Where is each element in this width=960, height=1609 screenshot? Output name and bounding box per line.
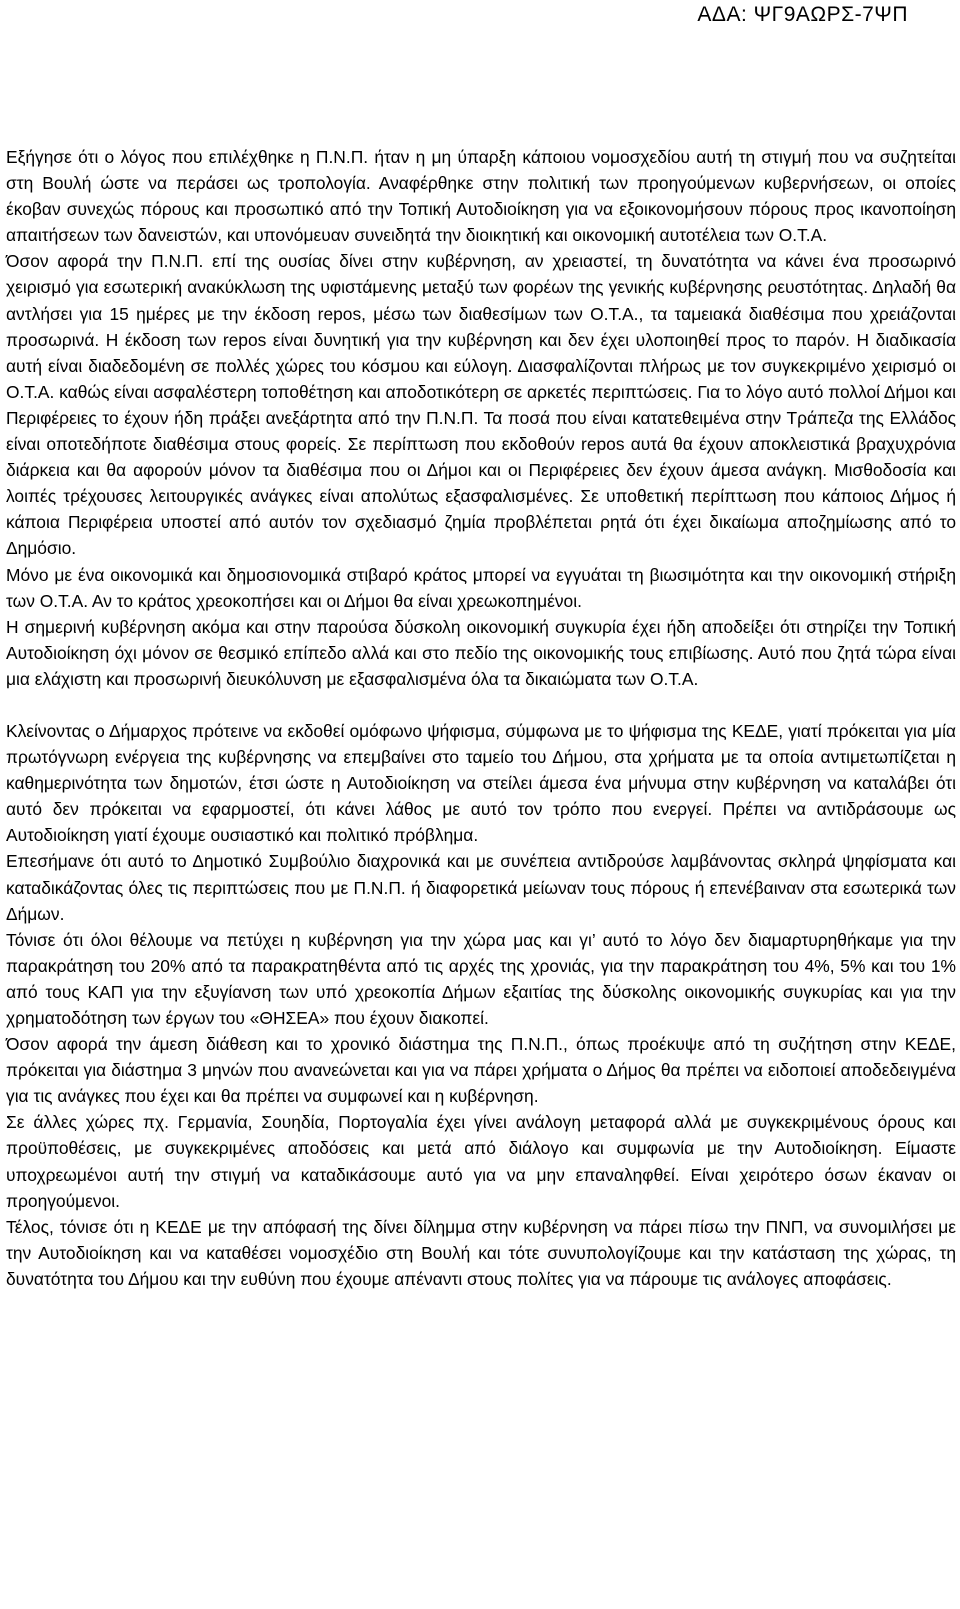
paragraph-4: Η σημερινή κυβέρνηση ακόμα και στην παρούσα δύσκολη οικονομική συγκυρία έχει ήδη αποδείξει ότι στηρίζει την Τοπική Αυτοδιοίκηση όχι μόνον σε θεσμικό επίπεδο αλλά και στο πεδίο της οικονομικής τους επιβίωσης. Αυτό που ζητά τώρα είναι μια ελάχιστη και προσωρινή διευκόλυνση με εξασφαλισμένα όλα τα δικαιώματα των Ο.Τ.Α. <box>6 616 956 689</box>
document-body <box>6 144 956 1292</box>
paragraph-2: Όσον αφορά την Π.Ν.Π. επί της ουσίας δίνει στην κυβέρνηση, αν χρειαστεί, τη δυνατότητα να κάνει ένα προσωρινό χειρισμό για εσωτερική ανακύκλωση της υφιστάμενης μεταξύ των φορέων της γενικής κυβέρνησης ρευστότητας. Δηλαδή θα αντλήσει για 15 ημέρες με την έκδοση repos, μέσω των διαθεσίμων των Ο.Τ.Α., τα ταμειακά διαθέσιμα που χρειάζονται προσωρινά. Η έκδοση των repos είναι δυνητική για την κυβέρνηση και δεν έχει υλοποιηθεί προς το παρόν. Η διαδικασία αυτή είναι διαδεδομένη σε πολλές χώρες του κόσμου και εύλογη. Διασφαλίζονται πλήρως με τον συγκεκριμένο χειρισμό οι Ο.Τ.Α. καθώς είναι ασφαλέστερη τοποθέτηση και αποδοτικότερη σε αρκετές περιπτώσεις. Για το λόγο αυτό πολλοί Δήμοι και Περιφέρειες το έχουν ήδη πράξει ανεξάρτητα από την Π.Ν.Π. Τα ποσά που είναι κατατεθειμένα στην Τράπεζα της Ελλάδος είναι οποτεδήποτε διαθέσιμα στους φορείς. Σε περίπτωση που εκδοθούν repos αυτά θα έχουν αποκλειστικά βραχυχρόνια διάρκεια και θα αφορούν μόνον τα διαθέσιμα που οι Δήμοι και οι Περιφέρειες δεν έχουν άμεσα ανάγκη. Μισθοδοσία και λοιπές τρέχουσες λειτουργικές ανάγκες είναι απολύτως εξασφαλισμένες. Σε υποθετική περίπτωση που κάποιος Δήμος ή κάποια Περιφέρεια υποστεί από αυτόν τον σχεδιασμό ζημία προβλέπεται ρητά ότι έχει δικαίωμα αποζημίωσης από το Δημόσιο. <box>6 251 956 559</box>
paragraph-10: Τέλος, τόνισε ότι η ΚΕΔΕ με την απόφασή της δίνει δίλημμα στην κυβέρνηση να πάρει πίσω την ΠΝΠ, να συνομιλήσει με την Αυτοδιοίκηση και να καταθέσει νομοσχέδιο στη Βουλή και τότε συνυπολογίζουμε και την κατάσταση της χώρας, τη δυνατότητα του Δήμου και την ευθύνη που έχουμε απέναντι στους πολίτες για να πάρουμε τις ανάλογες αποφάσεις. <box>6 1216 956 1289</box>
paragraph-5: Κλείνοντας ο Δήμαρχος πρότεινε να εκδοθεί ομόφωνο ψήφισμα, σύμφωνα με το ψήφισμα της ΚΕΔΕ, γιατί πρόκειται για μία πρωτόγνωρη ενέργεια της κυβέρνησης να επεμβαίνει στο ταμείο του Δήμου, στα χρήματα με τα οποία αντιμετωπίζεται η καθημερινότητα των δημοτών, έτσι ώστε η Αυτοδιοίκηση να στείλει άμεσα ένα μήνυμα στην κυβέρνηση να καταλάβει ότι αυτό δεν πρόκειται να εφαρμοστεί, ότι κάνει λάθος με αυτό τον τρόπο που ενεργεί. Πρέπει να αντιδράσουμε ως Αυτοδιοίκηση γιατί έχουμε ουσιαστικό και πολιτικό πρόβλημα. <box>6 720 956 846</box>
paragraph-1: Εξήγησε ότι ο λόγος που επιλέχθηκε η Π.Ν.Π. ήταν η μη ύπαρξη κάποιου νομοσχεδίου αυτή τη στιγμή που να συζητείται στη Βουλή ώστε να περάσει ως τροπολογία. Αναφέρθηκε στην πολιτική των προηγούμενων κυβερνήσεων, οι οποίες έκοβαν συνεχώς πόρους και προσωπικό από την Τοπική Αυτοδιοίκηση για να εξοικονομήσουν πόρους προς ικανοποίηση απαιτήσεων των δανειστών, και υπονόμευαν συνειδητά την διοικητική και οικονομική αυτοτέλεια των Ο.Τ.Α. <box>6 147 956 246</box>
paragraph-3: Μόνο με ένα οικονομικά και δημοσιονομικά στιβαρό κράτος μπορεί να εγγυάται τη βιωσιμότητα και την οικονομική στήριξη των Ο.Τ.Α. Αν το κράτος χρεοκοπήσει και οι Δήμοι θα είναι χρεωκοπημένοι. <box>6 564 956 611</box>
paragraph-9: Σε άλλες χώρες πχ. Γερμανία, Σουηδία, Πορτογαλία έχει γίνει ανάλογη μεταφορά αλλά με συγκεκριμένους όρους και προϋποθέσεις, με συγκεκριμένες αποδόσεις και μετά από διάλογο και συμφωνία με την Αυτοδιοίκηση. Είμαστε υποχρεωμένοι αυτή την στιγμή να καταδικάσουμε αυτό για να μην επαναληφθεί. Είναι χειρότερο όσων έκαναν οι προηγούμενοι. <box>6 1112 956 1211</box>
ada-code: ΑΔΑ: ΨΓ9ΑΩΡΣ-7ΨΠ <box>697 3 908 26</box>
paragraph-6: Επεσήμανε ότι αυτό το Δημοτικό Συμβούλιο διαχρονικά και με συνέπεια αντιδρούσε λαμβάνοντας σκληρά ψηφίσματα και καταδικάζοντας όλες τις περιπτώσεις που με Π.Ν.Π. ή διαφορετικά μείωναν τους πόρους ή επενέβαιναν στα εσωτερικά των Δήμων. <box>6 851 956 924</box>
paragraph-8: Όσον αφορά την άμεση διάθεση και το χρονικό διάστημα της Π.Ν.Π., όπως προέκυψε από τη συζήτηση στην ΚΕΔΕ, πρόκειται για διάστημα 3 μηνών που ανανεώνεται και για να πάρει χρήματα ο Δήμος θα πρέπει να ειδοποιεί αποδεδειγμένα για τις ανάγκες που έχει και θα πρέπει να συμφωνεί και η κυβέρνηση. <box>6 1034 956 1107</box>
paragraph-7: Τόνισε ότι όλοι θέλουμε να πετύχει η κυβέρνηση για την χώρα μας και γι’ αυτό το λόγο δεν διαμαρτυρηθήκαμε για την παρακράτηση του 20% από τα παρακρατηθέντα από τις αρχές της χρονιάς, για την παρακράτηση του 4%, 5% και του 1% από τους ΚΑΠ για την εξυγίανση των υπό χρεοκοπία Δήμων εξαιτίας της δύσκολης οικονομικής συγκυρίας και για την χρηματοδότηση των έργων του «ΘΗΣΕΑ» που έχουν διακοπεί. <box>6 929 956 1028</box>
